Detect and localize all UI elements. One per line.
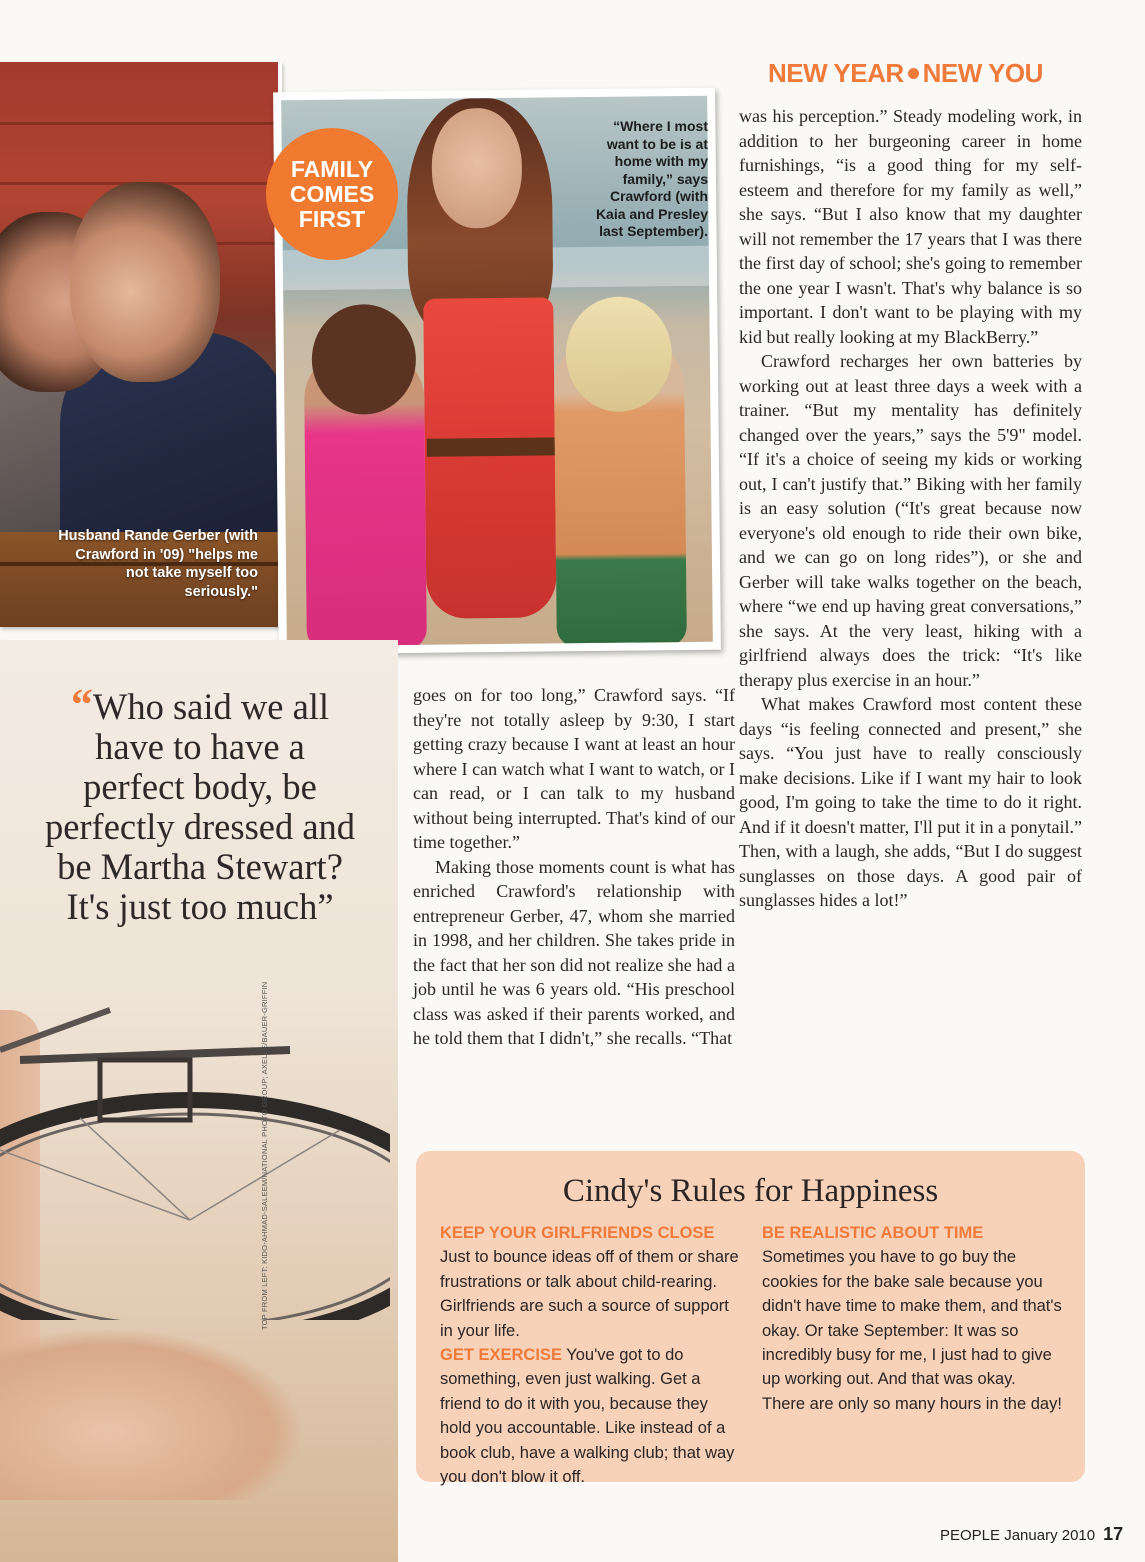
article-paragraph: What makes Crawford most content these days “is feeling connected and present,” she says. “You just have to really consciously make decisions. Like if I want my hair to look good, I'm going to take the time to do it right. And if it doesn't matter, I'll put it in a ponytail.” Then, with a laugh, she adds, “But I do suggest sunglasses on those days. A good pair of sunglasses hides a lot!” — [739, 694, 1082, 910]
quote-mark-icon: “ — [70, 680, 93, 729]
rule-heading: KEEP YOUR GIRLFRIENDS CLOSE — [440, 1224, 715, 1242]
rules-sidebar — [416, 1151, 1085, 1487]
bullet-dot-icon — [908, 68, 919, 79]
rule-item — [440, 1343, 740, 1489]
folio-page-number: 17 — [1103, 1524, 1124, 1544]
section-header-right: NEW YOU — [922, 58, 1043, 88]
article-paragraph: was his perception.” Steady modeling work, in addition to her burgeoning career in home furnishings, “is a good thing for my self-esteem and therefore for my family as well,” she says. “But I also know that my daughter will not remember the 17 years that I was there the first day of school; she's going to remember the one year I wasn't. That's why balance is so important. I don't want to be playing with my kid but really looking at my BlackBerry.” — [739, 106, 1082, 347]
rule-body: You've got to do something, even just walking. Get a friend to do it with you, because they hold you accountable. Like instead of a book club, have a walking club; that way you don't blow it off. — [440, 1346, 735, 1487]
pull-quote — [40, 680, 360, 927]
badge-line-2: COMES — [289, 180, 375, 207]
rule-body: Just to bounce ideas off of them or share frustrations or talk about child-rearing. Girlfriends are such a source of support in your life. — [440, 1248, 739, 1340]
rule-item — [762, 1221, 1062, 1416]
rule-heading: BE REALISTIC ABOUT TIME — [762, 1224, 984, 1242]
sidebar-title: Cindy's Rules for Happiness — [562, 1173, 939, 1209]
bicycle-wheel-image — [0, 990, 390, 1320]
badge-line-3: FIRST — [298, 205, 366, 232]
pull-quote-text: Who said we all have to have a perfect body, be perfectly dressed and be Martha Stewart? It's just too much” — [44, 686, 356, 927]
article-paragraph: Making those moments count is what has enriched Crawford's relationship with entrepreneur Gerber, 47, whom she married in 1998, and her children. She takes pride in the fact that her son did not realize she had a job until he was 6 years old. “His preschool class was asked if their parents worked, and he told them that I didn't,” she recalls. “That — [413, 856, 735, 1048]
badge-line-1: FAMILY — [290, 155, 374, 182]
folio-date: January 2010 — [1004, 1527, 1096, 1544]
page-folio — [940, 1524, 1123, 1545]
rule-heading: GET EXERCISE — [440, 1346, 562, 1365]
rule-item — [440, 1221, 740, 1343]
article-paragraph: Crawford recharges her own batteries by working out at least three days a week with a trainer. “But my mentality has definitely changed over the years,” says the 5'9" model. “If it's a choice of seeing my kids or working out, I can't justify that.” Biking with her family is an easy solution (“It's great because now everyone's old enough to ride their own bike, and we can go on long rides”), or she and Gerber will take walks together on the beach, where “we end up having great conversations,” she says. At the very least, hiking with a girlfriend always does the trick: “It's like therapy plus exercise in an hour.” — [739, 351, 1082, 690]
foot-image — [0, 1330, 300, 1500]
article-column-1 — [413, 683, 735, 1051]
section-header — [768, 58, 1088, 89]
family-comes-first-badge — [266, 128, 398, 260]
photo-credit: TOP FROM LEFT: KIDO-AHMAD-SALEEM/NATIONAL PHOTO GROUP; AXELLE/BAUER-GRIFFIN — [260, 981, 269, 1330]
folio-magazine: PEOPLE — [940, 1527, 1001, 1544]
article-paragraph: goes on for too long,” Crawford says. “If they're not totally asleep by 9:30, I start getting crazy because I want at least an hour where I can watch what I want to watch, or I can read, or I can talk to my husband without being interrupted. That's kind of our time together.” — [413, 685, 735, 852]
photo-family-caption: “Where I most want to be is at home with my family,” says Crawford (with Kaia and Presley last September). — [595, 118, 708, 239]
section-header-left: NEW YEAR — [768, 58, 904, 88]
rules-column-1 — [440, 1221, 740, 1489]
photo-couple-caption: Husband Rande Gerber (with Crawford in '09) "helps me not take myself too seriously." — [58, 528, 258, 600]
article-column-2 — [739, 104, 1082, 913]
rule-body: Sometimes you have to go buy the cookies for the bake sale because you didn't have time to make them, and that's okay. Or take September: It was so incredibly busy for me, I just had to give up working out. And that was okay. There are only so many hours in the day! — [762, 1248, 1062, 1413]
rules-column-2 — [762, 1221, 1062, 1416]
